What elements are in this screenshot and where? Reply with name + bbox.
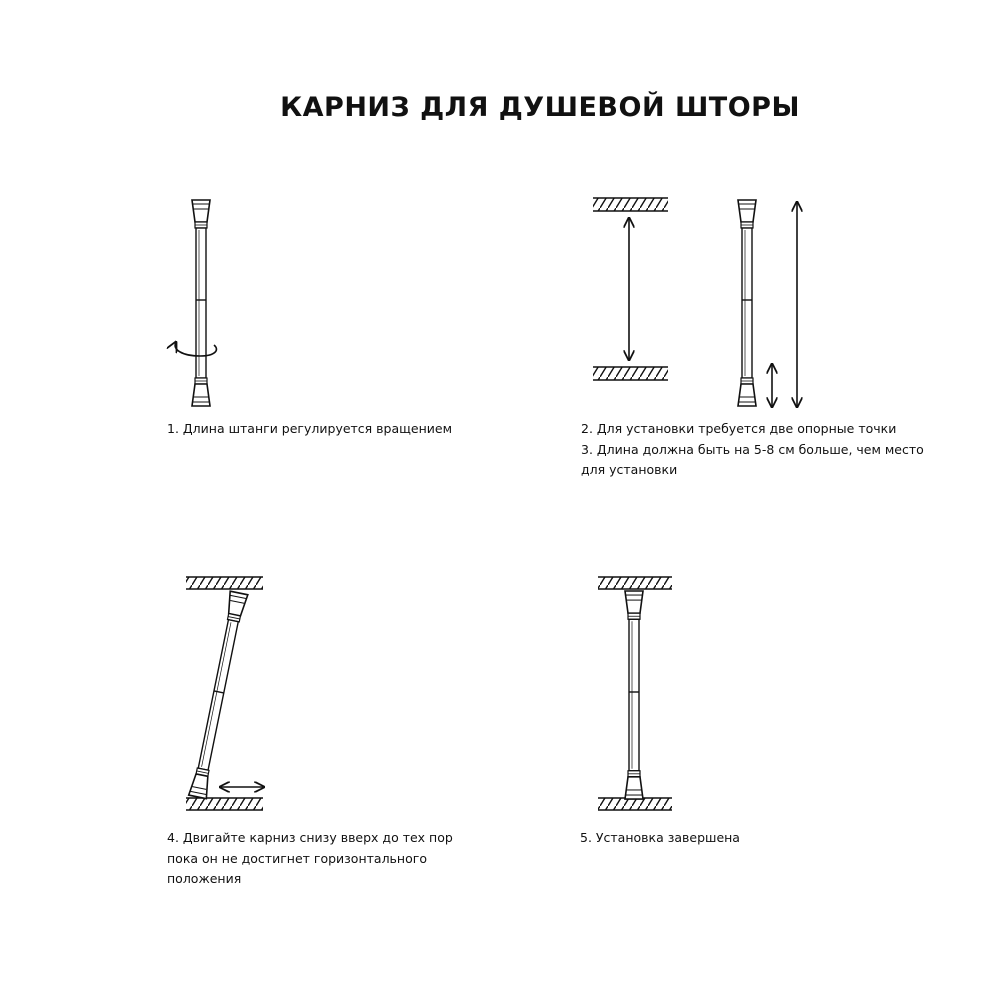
step-3-line-1: 3. Длина должна быть на 5-8 см больше, чем место — [581, 441, 924, 457]
step-3-line-2: для установки — [581, 462, 678, 477]
figure-5-installed-rod — [598, 577, 672, 810]
step-4-line-3: положения — [167, 871, 242, 886]
step-2-line: 2. Для установки требуется две опорные точки — [581, 421, 897, 436]
step-1-line: 1. Длина штанги регулируется вращением — [167, 421, 453, 436]
step-2-3-caption — [581, 419, 961, 481]
figure-4-tilted-rod — [186, 577, 264, 810]
step-4-caption — [167, 828, 487, 890]
figure-2-supports — [593, 198, 797, 407]
page-title: КАРНИЗ ДЛЯ ДУШЕВОЙ ШТОРЫ — [280, 92, 800, 123]
step-5-caption — [580, 828, 900, 849]
step-4-line-1: 4. Двигайте карниз снизу вверх до тех пор — [167, 830, 453, 845]
figure-1-rod — [175, 200, 216, 406]
step-5-line: 5. Установка завершена — [580, 830, 740, 845]
step-1-caption — [167, 419, 547, 440]
step-4-line-2: пока он не достигнет горизонтального — [167, 850, 427, 866]
